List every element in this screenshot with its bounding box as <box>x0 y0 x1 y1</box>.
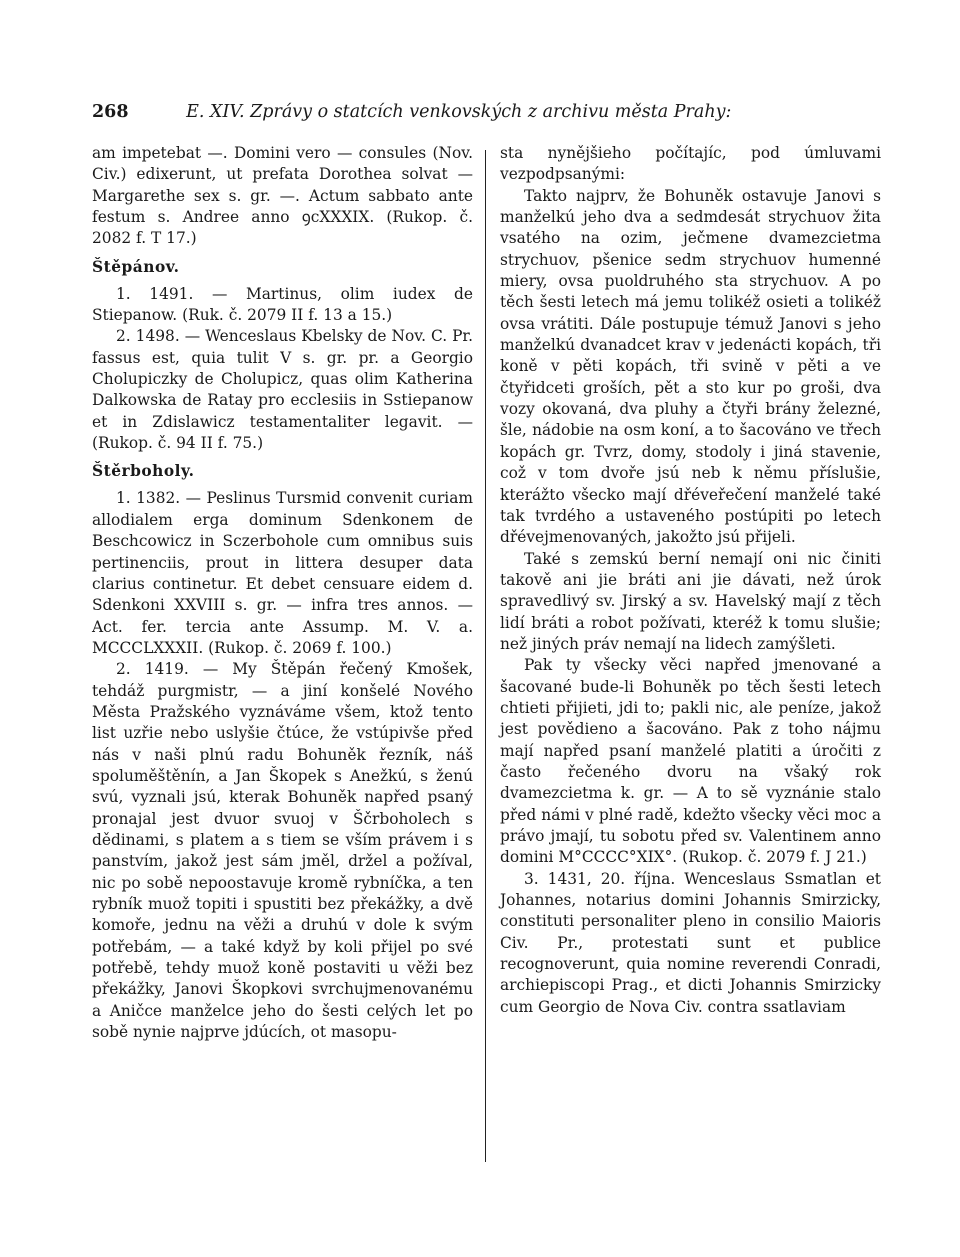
running-title: E. XIV. Zprávy o statcích venkovských z archivu města Prahy: <box>186 102 732 122</box>
right-column <box>500 143 881 1018</box>
paragraph: Takto najprv, že Bohuněk ostavuje Janovi s manželkú jeho dva a sedmdesát strychuov žita vsatého na ozim, ječmene dvamezcietma strychuov, pšenice sedm strychuov humenné miery, ovsa puoldruhého sta strychuov. A po těch šesti letech má jemu tolikéž osieti a tolikéž ovsa vrátiti. Dále postupuje témuž Janovi s jeho manželkú dvanadcet krav v jedenácti kopách, tři koně v pěti kopách, tři svině v pěti a ve čtyřidceti groších, pět a sto kur po groši, dva vozy okovaná, dva pluhy a čtyři brány železné, šle, nádobie na osm koní, a to šacováno ve třech kopách gr. Tvrz, domy, stodoly i jiná stavenie, což v tom dvoře jsú neb k němu příslušie, kterážto všecko mají dřéveřečení manželé také tak tvrdého a ustaveného postúpiti po letech dřévejmenovaných, jakožto jsú přijeli. <box>500 186 881 547</box>
paragraph: 3. 1431, 20. října. Wenceslaus Ssmatlan et Johannes, notarius domini Johannis Smirzicky, constituti personaliter pleno in consilio Maioris Civ. Pr., protestati sunt et publice recognoverunt, quia nomine reverendi Conradi, archiepiscopi Prag., et dicti Johannis Smirzicky cum Georgio de Nova Civ. contra ssatlaviam <box>500 869 881 1016</box>
running-header <box>92 99 872 125</box>
paragraph: 1. 1491. — Martinus, olim iudex de Stiepanow. (Ruk. č. 2079 II f. 13 a 15.) <box>92 284 473 325</box>
section-heading-sterboholy: Štěrboholy. <box>92 462 195 481</box>
paragraph: 2. 1498. — Wenceslaus Kbelsky de Nov. C. Pr. fassus est, quia tulit V s. gr. pr. a Georgio Cholupiczky de Cholupicz, quas olim Katherina Dalkowska de Ratay pro ecclesiis in Sstiepanow et in Zdislawicz testamentaliter legavit. — (Rukop. č. 94 II f. 75.) <box>92 327 473 453</box>
paragraph: Také s zemskú berní nemají oni nic činiti takově ani jie bráti ani jie dávati, než úrok spravedlivý sv. Jirský a sv. Havelský mají z těch lidí bráti a robot požívati, kteréž k tomu slušie; než jiných práv nemají na lidech zamýšleti. <box>500 549 881 653</box>
left-column <box>92 143 473 1043</box>
section-heading-stepanov: Štěpánov. <box>92 257 180 276</box>
paragraph: Pak ty všecky věci napřed jmenované a šacované bude-li Bohuněk po těch šesti letech chtieti přijieti, jdi to; pakli nic, ale peníze, jakož jest povědieno a šacováno. Pak z toho nájmu mají napřed psaní manželé platiti a úročiti z často řečeného dvoru na všaký rok dvamezcietma k. gr. — A to sě vyznánie stalo před námi v plné radě, kdežto všecky věci moc a právo jmají, tu sobotu před sv. Valentinem anno domini M°CCCC°XIX°. (Rukop. č. 2079 f. J 21.) <box>500 656 881 867</box>
column-divider <box>485 150 486 1162</box>
page-number: 268 <box>92 102 129 122</box>
paragraph: am impetebat —. Domini vero — consules (Nov. Civ.) edixerunt, ut prefata Dorothea solvat — Margarethe sex s. gr. —. Actum sabbato ante festum s. Andree anno ꝯcXXXIX. (Rukop. č. 2082 f. T 17.) <box>92 144 473 248</box>
paragraph: 1. 1382. — Peslinus Tursmid convenit curiam allodialem erga dominum Sdenkonem de Beschcowicz in Sczerbohole cum omnibus suis pertinenciis, prout in littera desuper data clarius continetur. Et debet censuare eidem d. Sdenkoni XXVIII s. gr. — infra tres annos. — Act. fer. tercia ante Assump. M. V. a. MCCCLXXXII. (Rukop. č. 2069 f. 100.) <box>92 489 473 657</box>
paragraph: sta nynějšieho počítajíc, pod úmluvami vezpodpsanými: <box>500 144 881 184</box>
paragraph: 2. 1419. — My Štěpán řečený Kmošek, tehdáž purgmistr, — a jiní konšelé Nového Města Pražského vyznáváme všem, ktož tento list uzřie nebo uslyšie čtúce, že vstúpivše před nás v naši plnú radu Bohuněk řezník, náš spoluměštěnín, a Jan Škopek s Anežkú, s ženú svú, vyznali jsú, kterak Bohuněk napřed psaný pronajal jest dvuor svuoj v Ščrboholech s dědinami, s platem a s tiem se vším právem i s panstvím, jakož jest sám jměl, držel a požíval, nic po sobě nepoostavuje kromě rybníčka, a ten rybník muož topiti i spustiti bez překážky, a dvě komoře, jednu na věži a druhú v dole k svým potřebám, — a také když by koli přijel po své potřebě, tehdy muož koně postaviti u věži bez překážky, Janovi Škopkovi svrchujmenovanému a Aničce manželce jeho do šesti celých let po sobě nynie najprve jdúcích, ot masopu- <box>92 660 473 1042</box>
